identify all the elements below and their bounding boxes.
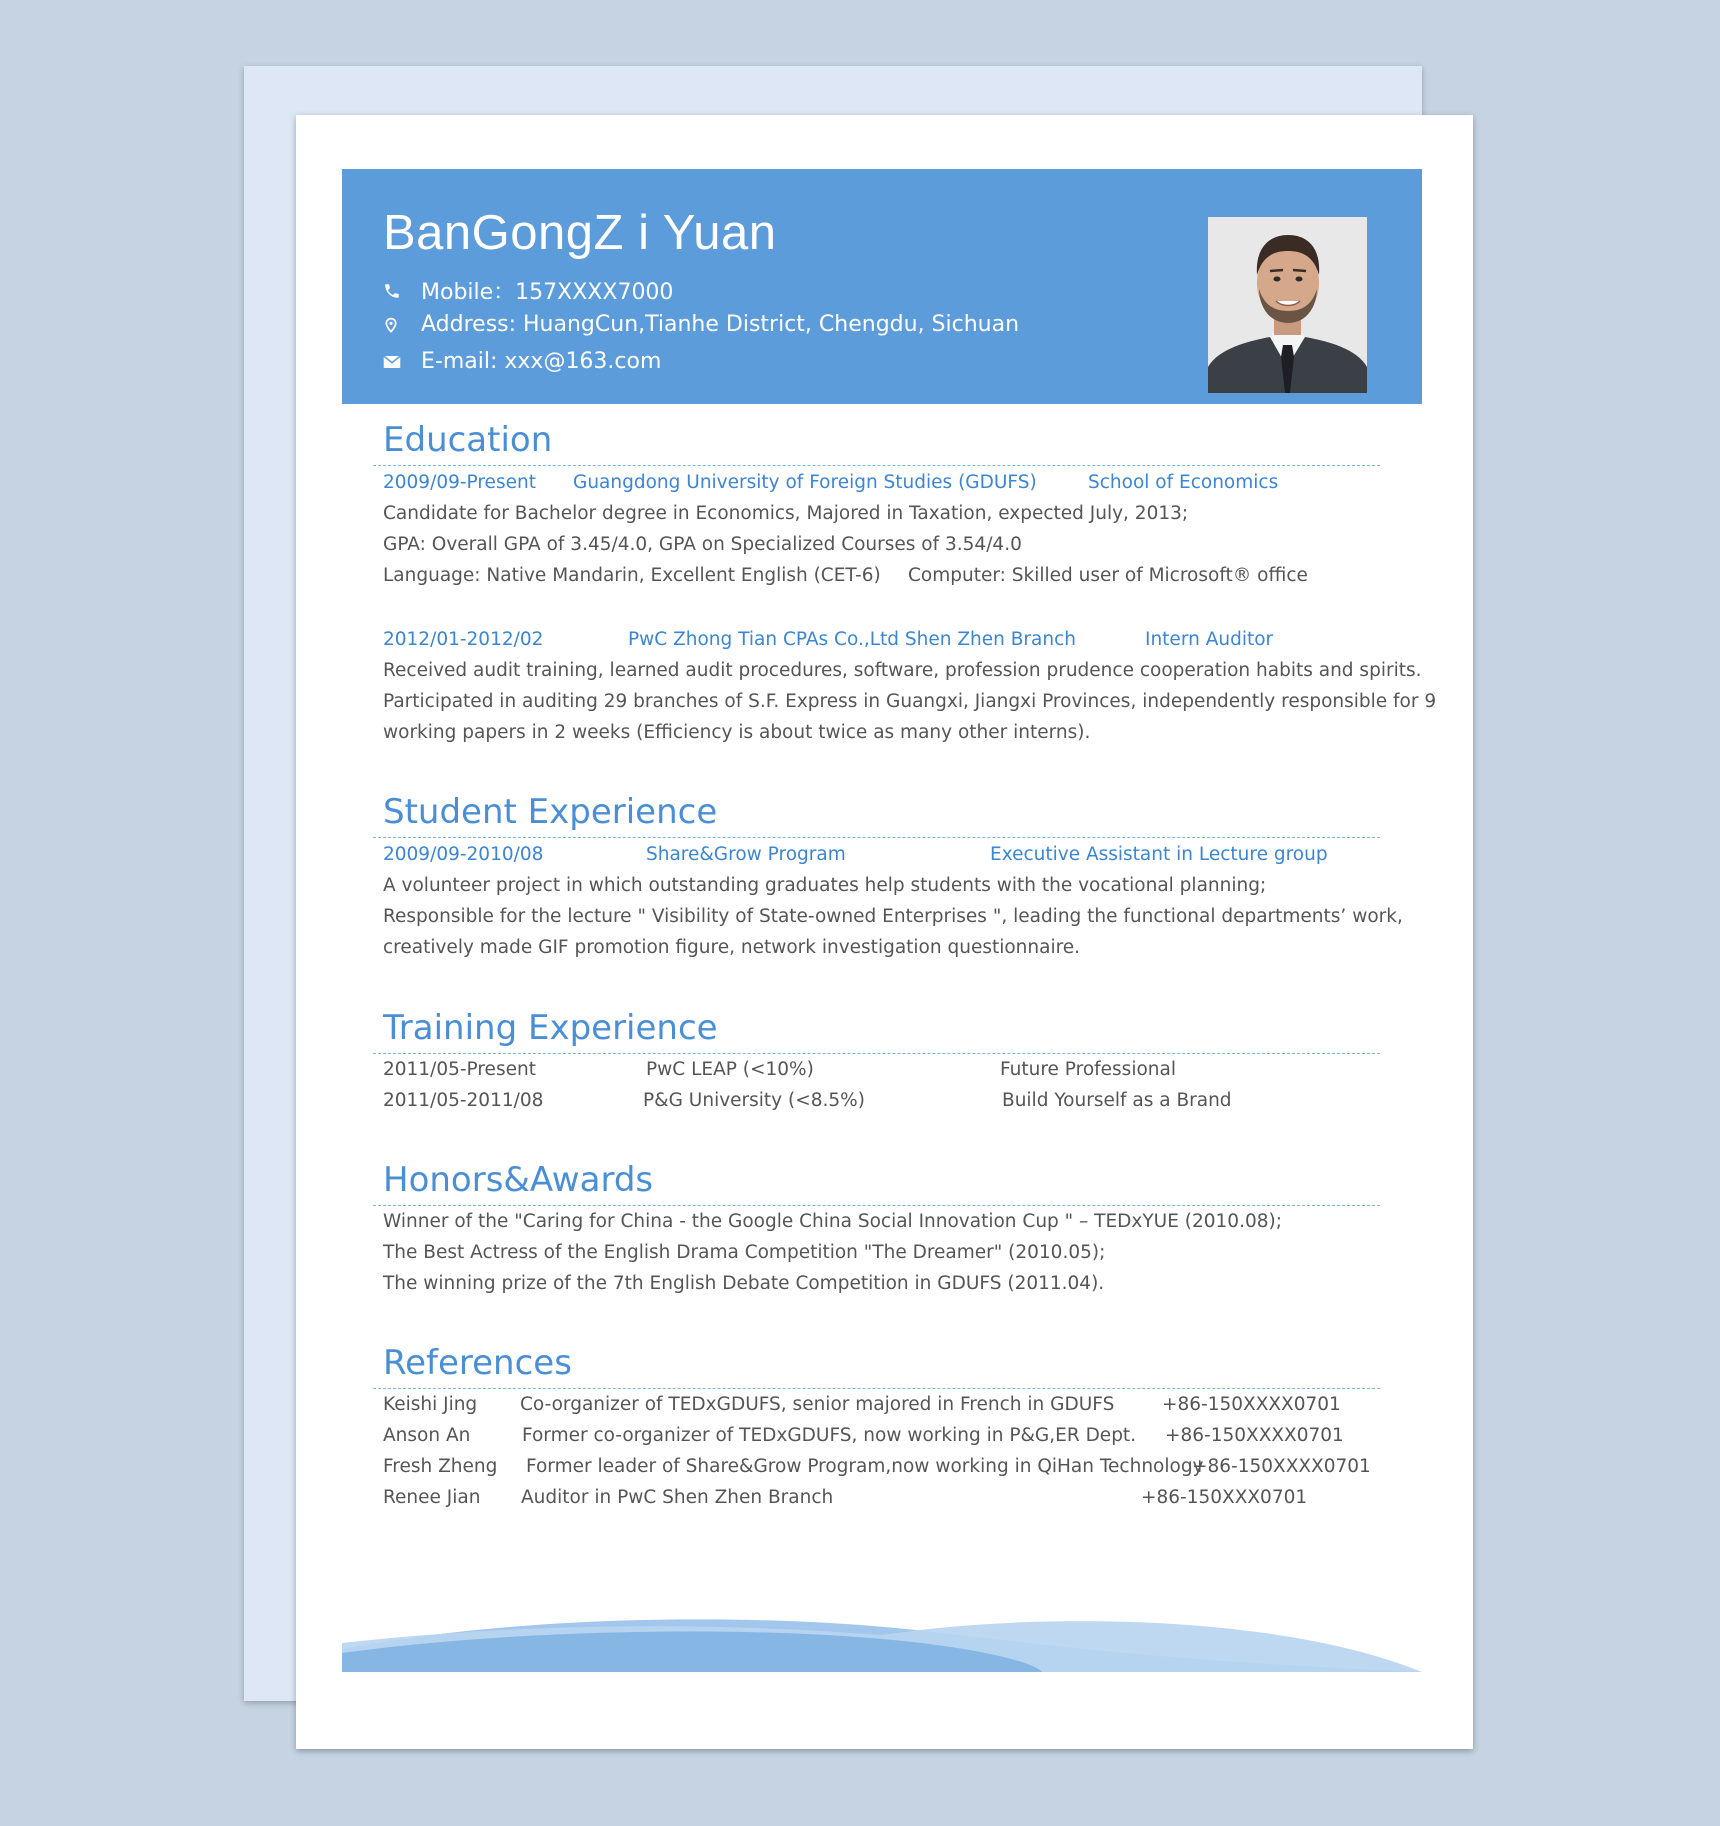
address-text: Address: HuangCun,Tianhe District, Chengdu, Sichuan: [421, 312, 1020, 337]
reference-name: Anson An: [383, 1425, 471, 1446]
honors-awards-heading: Honors&Awards: [383, 1160, 654, 1200]
reference-phone: +86-150XXXX0701: [1162, 1394, 1341, 1415]
student-experience-line-1: A volunteer project in which outstanding graduates help students with the vocational planning;: [383, 875, 1267, 896]
resume-page: [296, 115, 1473, 1749]
honors-line-1: Winner of the "Caring for China - the Google China Social Innovation Cup " – TEDxYUE (2010.08);: [383, 1211, 1282, 1232]
training-date: 2011/05-2011/08: [383, 1090, 544, 1111]
computer-skill: Computer: Skilled user of Microsoft® office: [908, 565, 1308, 586]
honors-line-3: The winning prize of the 7th English Debate Competition in GDUFS (2011.04).: [383, 1273, 1105, 1294]
location-pin-icon: [383, 316, 421, 334]
honors-awards-divider: [373, 1205, 1380, 1206]
candidate-name: BanGongZ i Yuan: [383, 206, 777, 260]
reference-phone: +86-150XXXX0701: [1192, 1456, 1371, 1477]
email-text: E-mail: xxx@163.com: [421, 349, 662, 374]
training-program: P&G University (<8.5%): [643, 1090, 865, 1111]
education-heading: Education: [383, 420, 553, 460]
reference-name: Fresh Zheng: [383, 1456, 498, 1477]
reference-description: Auditor in PwC Shen Zhen Branch: [521, 1487, 834, 1508]
references-divider: [373, 1388, 1380, 1389]
references-heading: References: [383, 1343, 572, 1383]
education-entry-2-org: PwC Zhong Tian CPAs Co.,Ltd Shen Zhen Branch: [628, 629, 1076, 650]
reference-name: Renee Jian: [383, 1487, 481, 1508]
reference-phone: +86-150XXX0701: [1141, 1487, 1308, 1508]
language-skill: Language: Native Mandarin, Excellent English (CET-6): [383, 565, 881, 586]
contact-address: [383, 312, 1019, 337]
education-entry-1-org: Guangdong University of Foreign Studies (GDUFS): [573, 472, 1037, 493]
student-experience-divider: [373, 837, 1380, 838]
portrait-photo: [1208, 217, 1367, 393]
student-experience-org: Share&Grow Program: [646, 844, 846, 865]
education-entry-1-date: 2009/09-Present: [383, 472, 536, 493]
training-experience-heading: Training Experience: [383, 1008, 718, 1048]
training-name: Build Yourself as a Brand: [1002, 1090, 1232, 1111]
phone-icon: [383, 282, 421, 300]
education-entry-2-line-1: Received audit training, learned audit procedures, software, profession prudence cooperation habits and spirits.: [383, 660, 1422, 681]
education-entry-2-line-2: Participated in auditing 29 branches of S.F. Express in Guangxi, Jiangxi Provinces, independently responsible for 9: [383, 691, 1437, 712]
student-experience-heading: Student Experience: [383, 792, 718, 832]
student-experience-role: Executive Assistant in Lecture group: [990, 844, 1328, 865]
education-divider: [373, 465, 1380, 466]
footer-wave-decoration: [342, 1615, 1422, 1672]
contact-email: [383, 349, 661, 374]
resume-header: [342, 169, 1422, 404]
mobile-text: Mobile：157XXXX7000: [421, 280, 674, 305]
education-entry-1-line-2: GPA: Overall GPA of 3.45/4.0, GPA on Specialized Courses of 3.54/4.0: [383, 534, 1022, 555]
education-entry-1-line-1: Candidate for Bachelor degree in Economics, Majored in Taxation, expected July, 2013;: [383, 503, 1189, 524]
contact-mobile: [383, 275, 673, 306]
training-name: Future Professional: [1000, 1059, 1176, 1080]
reference-description: Co-organizer of TEDxGDUFS, senior majored in French in GDUFS: [520, 1394, 1115, 1415]
education-entry-1-role: School of Economics: [1088, 472, 1279, 493]
reference-name: Keishi Jing: [383, 1394, 478, 1415]
student-experience-line-2: Responsible for the lecture " Visibility of State-owned Enterprises ", leading the functional departments’ work,: [383, 906, 1403, 927]
training-experience-divider: [373, 1053, 1380, 1054]
student-experience-date: 2009/09-2010/08: [383, 844, 544, 865]
education-entry-2-line-3: working papers in 2 weeks (Efficiency is about twice as many other interns).: [383, 722, 1091, 743]
training-date: 2011/05-Present: [383, 1059, 536, 1080]
honors-line-2: The Best Actress of the English Drama Competition "The Dreamer" (2010.05);: [383, 1242, 1106, 1263]
reference-phone: +86-150XXXX0701: [1165, 1425, 1344, 1446]
education-entry-2-role: Intern Auditor: [1145, 629, 1274, 650]
education-entry-2-date: 2012/01-2012/02: [383, 629, 544, 650]
training-program: PwC LEAP (<10%): [646, 1059, 814, 1080]
student-experience-line-3: creatively made GIF promotion figure, network investigation questionnaire.: [383, 937, 1081, 958]
reference-description: Former leader of Share&Grow Program,now working in QiHan Technology: [526, 1456, 1204, 1477]
envelope-icon: [383, 355, 421, 369]
reference-description: Former co-organizer of TEDxGDUFS, now working in P&G,ER Dept.: [522, 1425, 1137, 1446]
